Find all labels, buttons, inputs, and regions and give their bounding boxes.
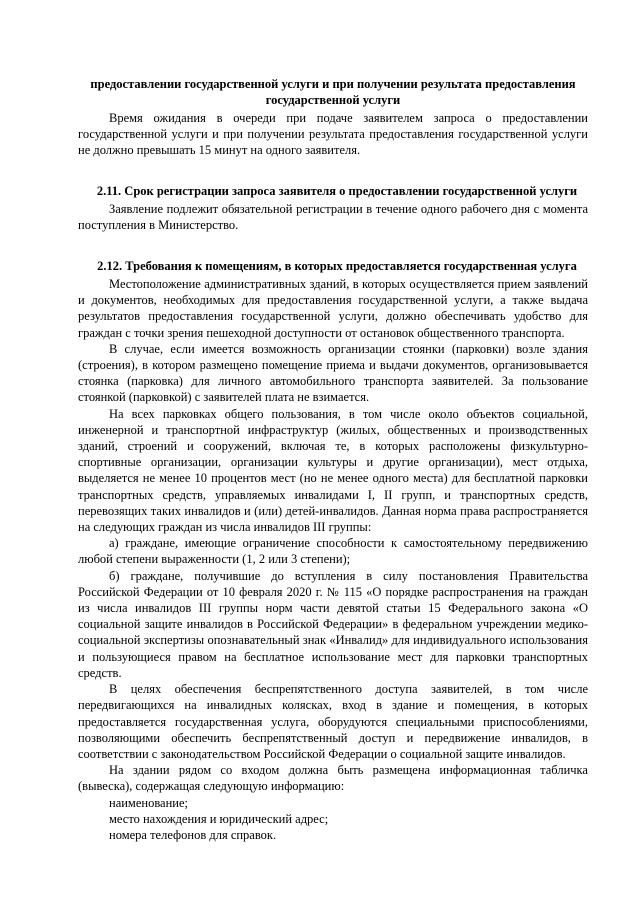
sign-item-name: наименование; <box>109 795 189 810</box>
paragraph-waiting-time: Время ожидания в очереди при подаче заявителем запроса о предоставлении государственной услуги и при получении результата предоставления государственной услуги не должно превышать 15 минут на одного заявителя. <box>78 111 588 158</box>
section-heading-2-12: 2.12. Требования к помещениям, в которых предоставляется государственная услуга <box>97 258 577 273</box>
paragraph-registration: Заявление подлежит обязательной регистрации в течение одного рабочего дня с момента поступления в Министерство. <box>78 202 588 233</box>
list-item-a: а) граждане, имеющие ограничение способности к самостоятельному передвижению любой степени выраженности (1, 2 или 3 степени); <box>78 536 588 567</box>
paragraph-public-parking: На всех парковках общего пользования, в том числе около объектов социальной, инженерной и транспортной инфраструктур (жилых, общественных и производственных зданий, строений и сооружений, включая те, в которых расположены физкультурно-спортивные организации, организации культуры и другие организации), мест отдыха, выделяется не менее 10 процентов мест (но не менее одного места) для бесплатной парковки транспортных средств, управляемых инвалидами I, II групп, и транспортных средств, перевозящих таких инвалидов и (или) детей-инвалидов. Данная норма права распространяется на следующих граждан из числа инвалидов III группы: <box>78 406 588 535</box>
sign-item-phones: номера телефонов для справок. <box>109 827 277 842</box>
paragraph-signboard: На здании рядом со входом должна быть размещена информационная табличка (вывеска), содержащая следующую информацию: <box>78 763 588 794</box>
sign-item-address: место нахождения и юридический адрес; <box>109 811 329 826</box>
section-heading-intro: предоставлении государственной услуги и при получении результата предоставления государственной услуги <box>90 77 576 107</box>
paragraph-location: Местоположение административных зданий, в которых осуществляется прием заявлений и документов, необходимых для предоставления государственной услуги, а также выдача результатов предоставления государственной услуги, должно обеспечивать удобство для граждан с точки зрения пешеходной доступности от остановок общественного транспорта. <box>78 277 588 340</box>
list-item-b: б) граждане, получившие до вступления в силу постановления Правительства Российской Федерации от 10 февраля 2020 г. № 115 «О порядке распространения на граждан из числа инвалидов III группы норм части девятой статьи 15 Федерального закона «О социальной защите инвалидов в Российской Федерации» в федеральном учреждении медико-социальной экспертизы опознавательный знак «Инвалид» для индивидуального использования и пользующиеся правом на бесплатное использование мест для парковки транспортных средств. <box>78 568 588 680</box>
document-page <box>78 77 588 843</box>
section-heading-2-11: 2.11. Срок регистрации запроса заявителя о предоставлении государственной услуги <box>96 183 578 198</box>
paragraph-accessibility: В целях обеспечения беспрепятственного доступа заявителей, в том числе передвигающихся на инвалидных колясках, вход в здание и помещения, в которых предоставляется государственная услуга, оборудуются специальными приспособлениями, позволяющими обеспечить беспрепятственный доступ и передвижение инвалидов, в соответствии с законодательством Российской Федерации о социальной защите инвалидов. <box>78 682 588 761</box>
paragraph-parking: В случае, если имеется возможность организации стоянки (парковки) возле здания (строения), в котором размещено помещение приема и выдачи документов, организовывается стоянка (парковка) для личного автомобильного транспорта заявителей. За пользование стоянкой (парковкой) с заявителей плата не взимается. <box>78 341 588 405</box>
